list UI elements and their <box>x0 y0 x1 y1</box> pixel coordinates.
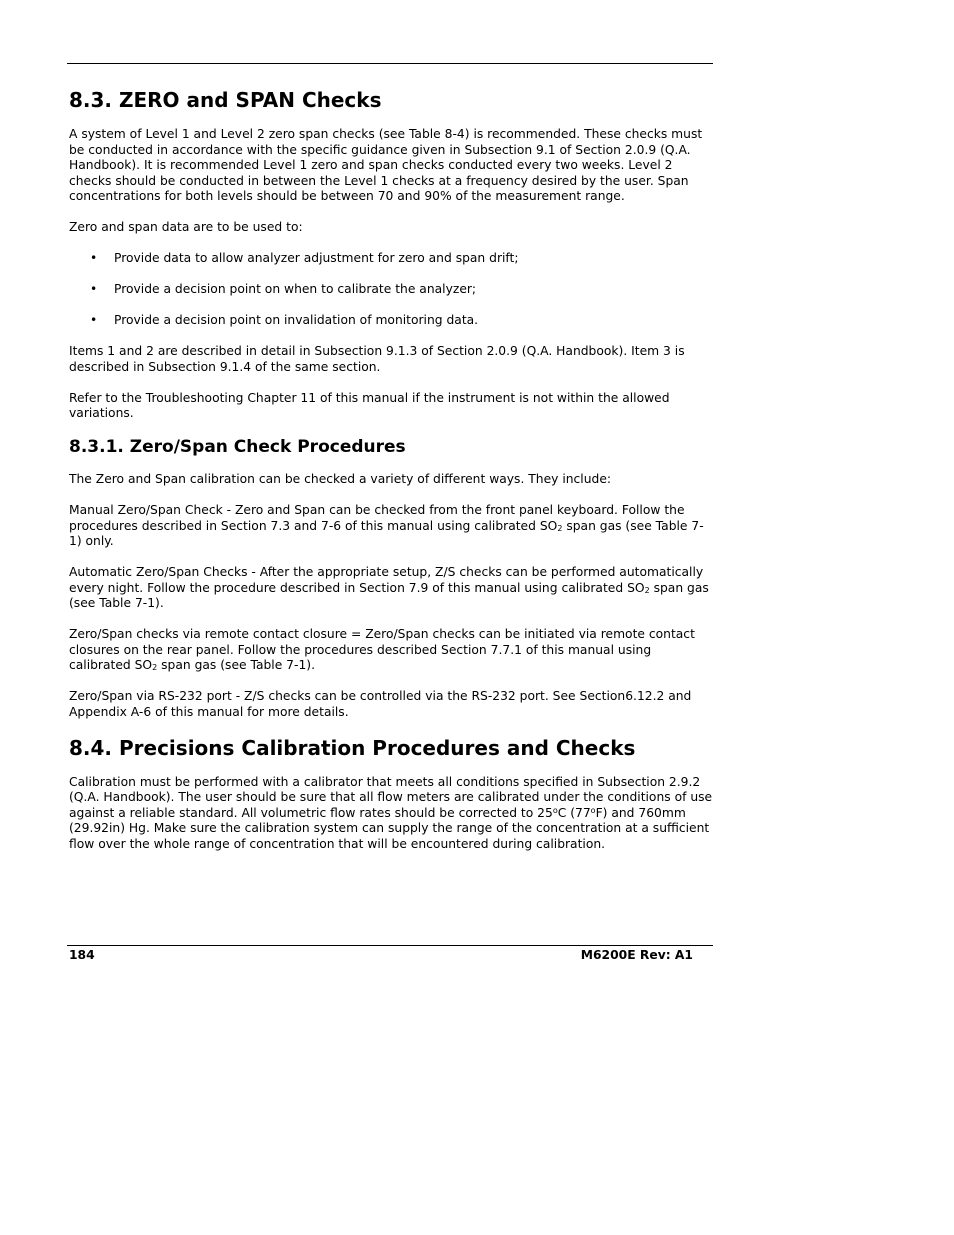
paragraph-remote-contact <box>69 627 713 674</box>
page-number: 184 <box>69 948 95 962</box>
section-heading-8-3-1: 8.3.1. Zero/Span Check Procedures <box>69 437 406 457</box>
section-heading-8-4: 8.4. Precisions Calibration Procedures and Checks <box>69 735 636 760</box>
paragraph-check-ways: The Zero and Span calibration can be checked a variety of different ways. They include: <box>69 472 612 487</box>
degree-symbol: o <box>552 805 558 815</box>
header-rule <box>67 63 713 64</box>
section-heading-8-3: 8.3. ZERO and SPAN Checks <box>69 88 382 112</box>
subscript: 2 <box>152 663 158 673</box>
paragraph-rs232: Zero/Span via RS-232 port - Z/S checks can be controlled via the RS-232 port. See Section6.12.2 and Appendix A-6 of this manual for more details. <box>69 689 692 719</box>
text-run: Zero/Span checks via remote contact closure = Zero/Span checks can be initiated via remote contact closures on the rear panel. Follow the procedures described Section 7.7.1 of this manual using calibrated SO <box>69 627 695 673</box>
list-item <box>69 251 713 267</box>
degree-symbol: o <box>590 805 596 815</box>
paragraph-level-checks: A system of Level 1 and Level 2 zero span checks (see Table 8-4) is recommended. These checks must be conducted in accordance with the specific guidance given in Subsection 9.1 of Section 2.0.9 (Q.A. Handbook). It is recommended Level 1 zero and span checks conducted every two weeks. Level 2 checks should be conducted in between the Level 1 checks at a frequency desired by the user. Span concentrations for both levels should be between 70 and 90% of the measurement range. <box>69 127 703 203</box>
list-item-text: Provide a decision point on when to calibrate the analyzer; <box>114 282 477 296</box>
bullet-icon: • <box>90 313 98 327</box>
paragraph-automatic-check <box>69 565 713 612</box>
text-run: F) and 760mm (29.92in) Hg. Make sure the calibration system can supply the range of the concentration at a sufficient flow over the whole range of concentration that will be encountered during calibration. <box>69 805 710 851</box>
page-content <box>69 88 713 868</box>
text-run: C (77 <box>557 805 591 820</box>
document-revision: M6200E Rev: A1 <box>580 948 693 962</box>
paragraph-manual-check <box>69 503 713 550</box>
paragraph-troubleshooting-ref: Refer to the Troubleshooting Chapter 11 of this manual if the instrument is not within the allowed variations. <box>69 390 670 420</box>
paragraph-zero-span-usage: Zero and span data are to be used to: <box>69 220 303 234</box>
bullet-icon: • <box>90 251 98 265</box>
list-item <box>69 282 713 298</box>
list-item <box>69 313 713 329</box>
text-run: Calibration must be performed with a calibrator that meets all conditions specified in Subsection 2.9.2 (Q.A. Handbook). The user should be sure that all flow meters are calibrated under the conditions of use against a reliable standard. All volumetric flow rates should be corrected to 25 <box>69 774 713 820</box>
subscript: 2 <box>644 585 650 595</box>
bullet-icon: • <box>90 282 98 296</box>
paragraph-calibration <box>69 775 713 853</box>
text-run: span gas (see Table 7-1). <box>69 580 709 611</box>
subscript: 2 <box>557 523 563 533</box>
paragraph-items-described: Items 1 and 2 are described in detail in Subsection 9.1.3 of Section 2.0.9 (Q.A. Handbook). Item 3 is described in Subsection 9.1.4 of the same section. <box>69 344 685 374</box>
usage-bullet-list <box>69 251 713 329</box>
text-run: span gas (see Table 7-1) only. <box>69 518 704 549</box>
text-run: Automatic Zero/Span Checks - After the appropriate setup, Z/S checks can be performed automatically every night. Follow the procedure described in Section 7.9 of this manual using calibrated SO <box>69 565 704 595</box>
text-run: span gas (see Table 7-1). <box>157 658 315 673</box>
text-run: Manual Zero/Span Check - Zero and Span can be checked from the front panel keyboard. Follow the procedures described in Section 7.3 and 7-6 of this manual using calibrated SO <box>69 503 685 533</box>
footer-rule <box>67 945 713 946</box>
list-item-text: Provide a decision point on invalidation of monitoring data. <box>114 313 479 327</box>
list-item-text: Provide data to allow analyzer adjustment for zero and span drift; <box>114 251 519 265</box>
